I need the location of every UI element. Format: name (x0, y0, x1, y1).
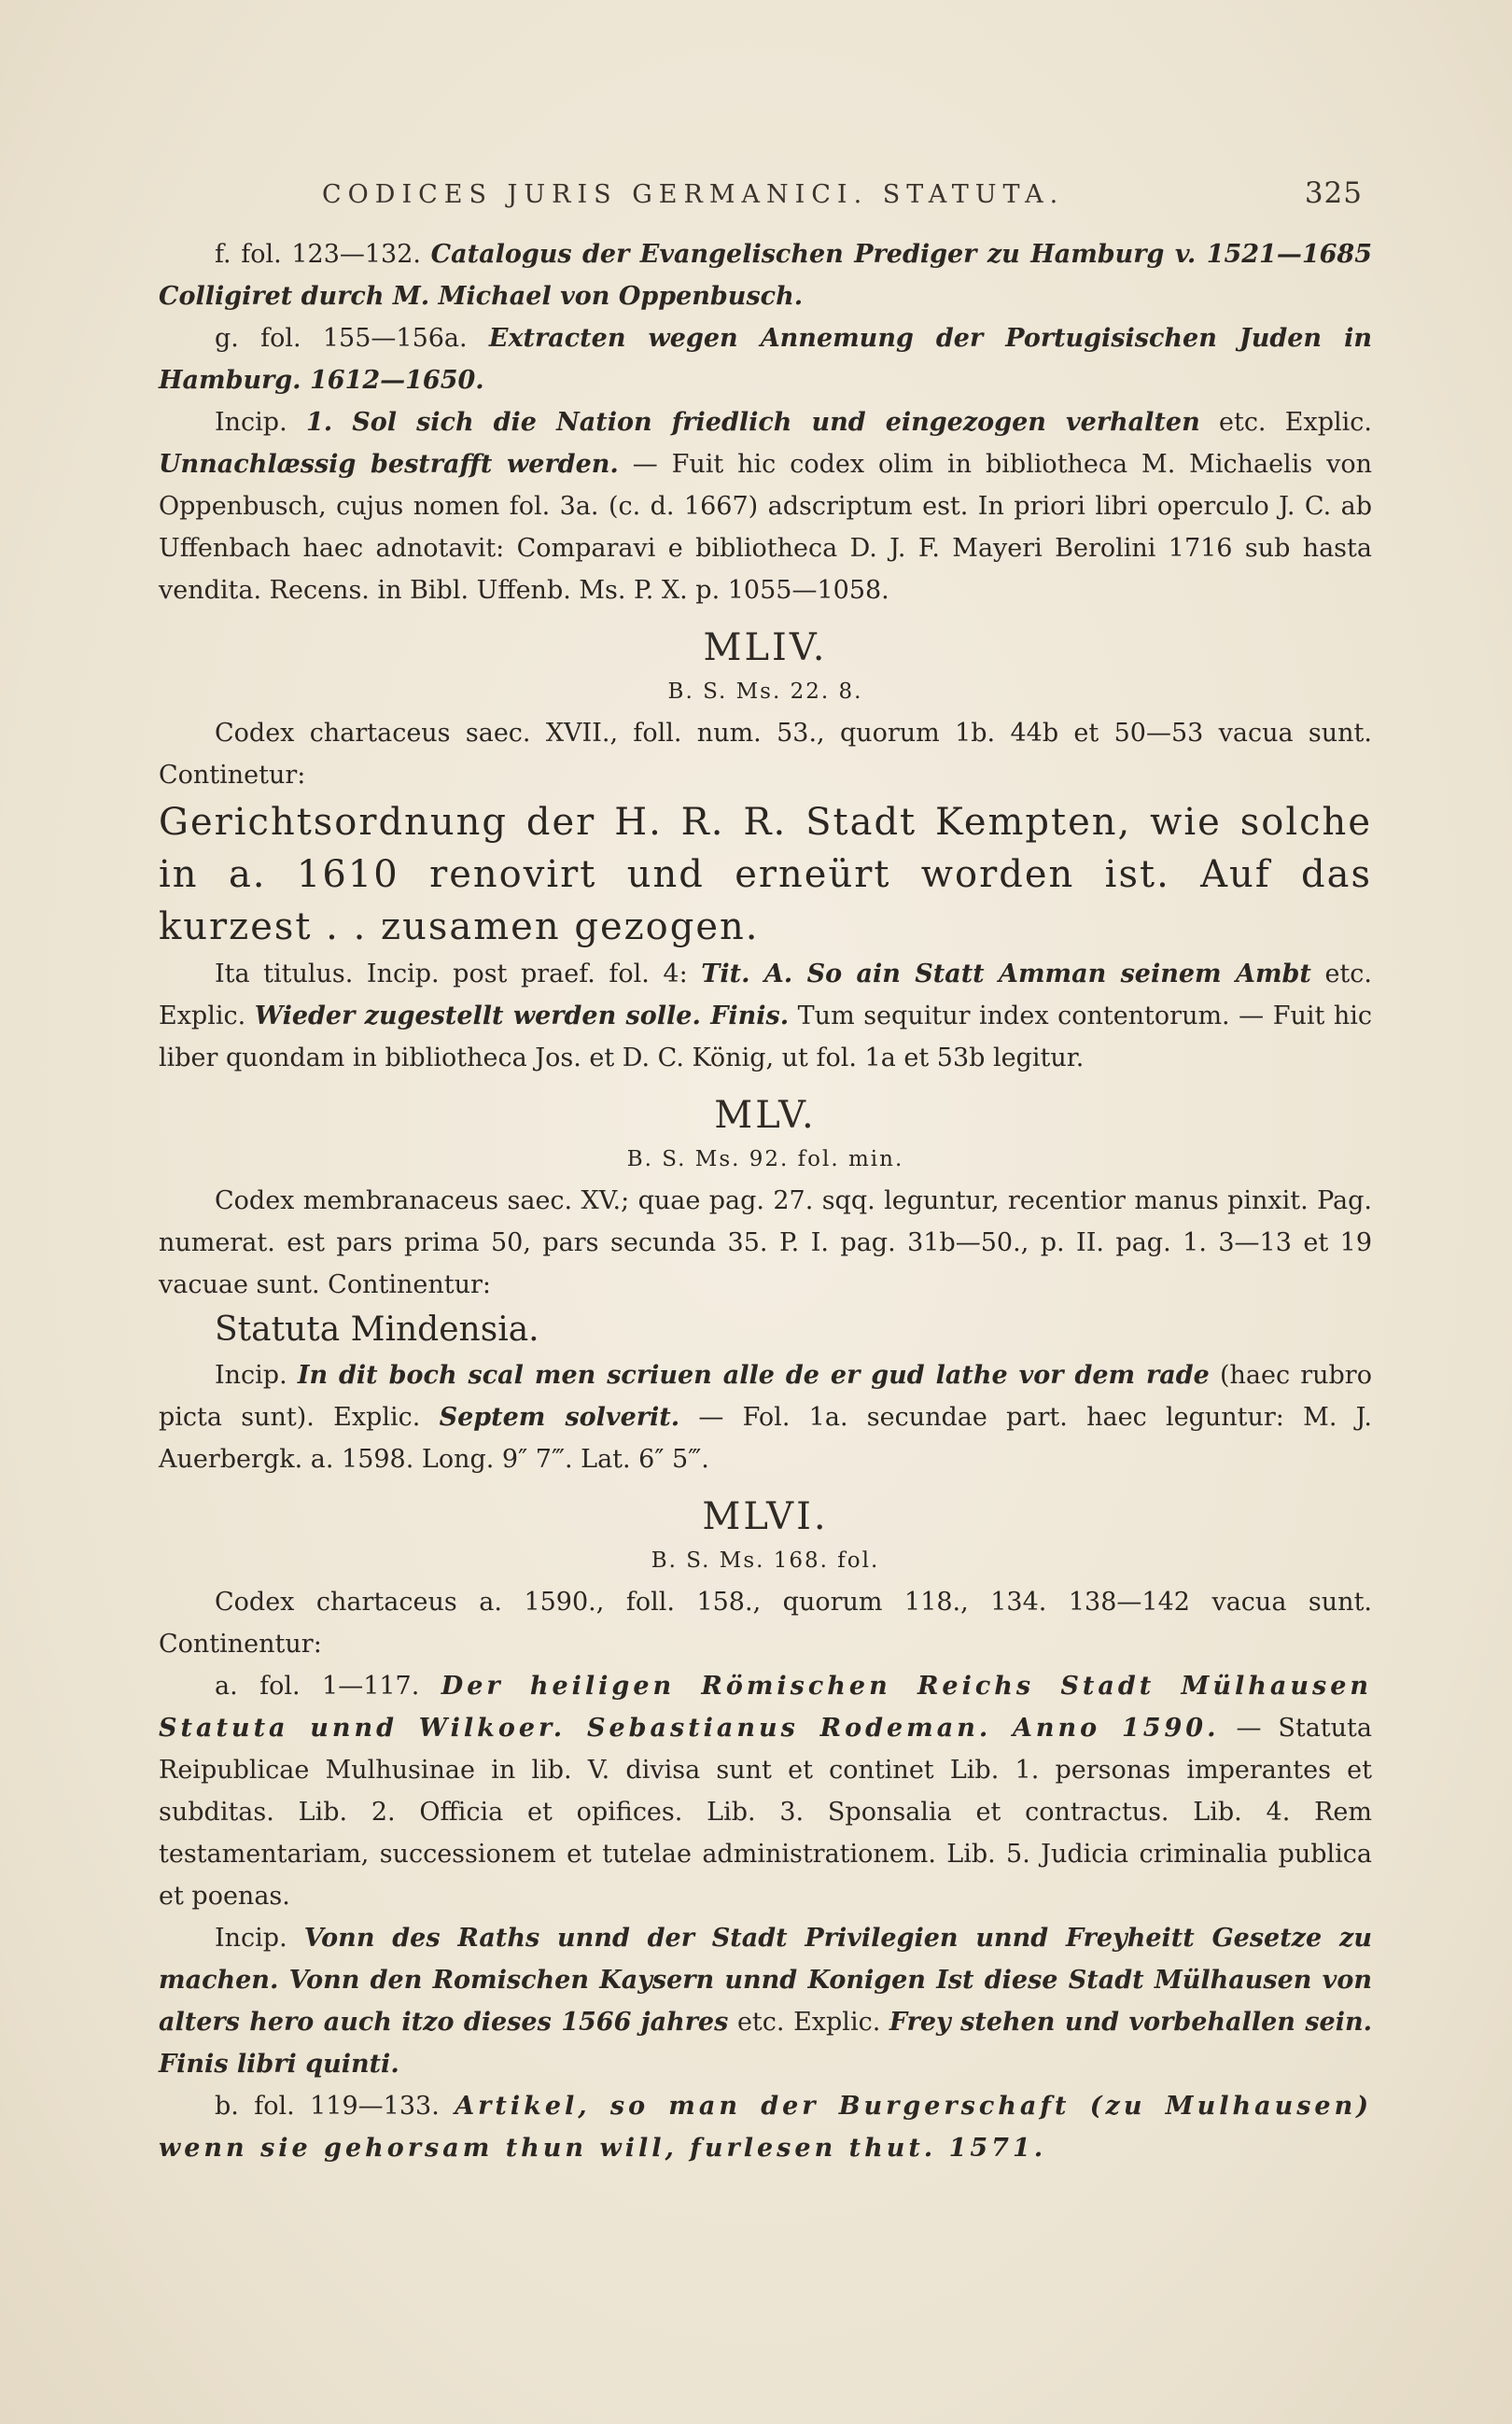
description-mliv: Codex chartaceus saec. XVII., foll. num. 53., quorum 1b. 44b et 50—53 vacua sunt. Continetur: (159, 719, 1372, 790)
section-heading-mlvi: MLVI. (702, 1495, 829, 1538)
shelfmark-mlv: B. S. Ms. 92. fol. min. (626, 1147, 904, 1171)
entry-b: b. fol. 119—133. Artikel, so man der Burgerschaft (zu Mulhausen) wenn sie gehorsam thun will, furlesen thut. 1571. (159, 2092, 1372, 2163)
shelfmark-mlvi: B. S. Ms. 168. fol. (651, 1548, 880, 1573)
page-number: 325 (1304, 176, 1363, 210)
entry-g: g. fol. 155—156a. Extracten wegen Annemung der Portugisischen Juden in Hamburg. 1612—1650. (159, 324, 1372, 395)
title-mliv: Gerichtsordnung der H. R. R. Stadt Kempten, wie solche in a. 1610 renovirt und erneürt worden ist. Auf das kurzest . . zusamen gezogen. (159, 801, 1372, 948)
title-mlv: Statuta Mindensia. (215, 1310, 539, 1349)
entry-a: a. fol. 1—117. Der heiligen Römischen Reichs Stadt Mülhausen Statuta unnd Wilkoer. Sebastianus Rodeman. Anno 1590. — Statuta Reipublicae Mulhusinae in lib. V. divisa sunt et continet Lib. 1. personas imperantes et subditas. Lib. 2. Officia et opifices. Lib. 3. Sponsalia et contractus. Lib. 4. Rem testamentariam, successionem et tutelae administrationem. Lib. 5. Judicia criminalia publica et poenas. (159, 1672, 1373, 1911)
shelfmark-mliv: B. S. Ms. 22. 8. (667, 680, 863, 704)
running-header (322, 176, 1363, 210)
entry-f-title: Catalogus der Evangelischen Prediger zu Hamburg v. 1521—1685 Colligiret durch M. Michael von Oppenbusch. (159, 240, 1372, 311)
entry-a-title: Der heiligen Römischen Reichs Stadt Mülhausen Statuta unnd Wilkoer. Sebastianus Rodeman. Anno 1590. (159, 1672, 1373, 1743)
entry-a-incipit: Incip. Vonn des Raths unnd der Stadt Privilegien unnd Freyheitt Gesetze zu machen. Vonn den Romischen Kaysern unnd Konigen Ist diese Stadt Mülhausen von alters hero auch itzo dieses 1566 jahres etc. Explic. Frey stehen und vorbehallen sein. Finis libri quinti. (159, 1924, 1372, 2079)
section-heading-mliv: MLIV. (703, 626, 828, 669)
notes-mliv: Ita titulus. Incip. post praef. fol. 4: Tit. A. So ain Statt Amman seinem Ambt etc. Explic. Wieder zugestellt werden solle. Finis. Tum sequitur index contentorum. — Fuit hic liber quondam in bibliotheca Jos. et D. C. König, ut fol. 1a et 53b legitur. (159, 960, 1372, 1072)
notes-mlv: Incip. In dit boch scal men scriuen alle de er gud lathe vor dem rade (haec rubro picta sunt). Explic. Septem solverit. — Fol. 1a. secundae part. haec leguntur: M. J. Auerbergk. a. 1598. Long. 9″ 7‴. Lat. 6″ 5‴. (159, 1361, 1372, 1474)
entry-b-title: Artikel, so man der Burgerschaft (zu Mulhausen) wenn sie gehorsam thun will, furlesen thut. 1571. (159, 2092, 1372, 2163)
entry-f: f. fol. 123—132. Catalogus der Evangelischen Prediger zu Hamburg v. 1521—1685 Colligiret durch M. Michael von Oppenbusch. (159, 240, 1372, 311)
page-body (159, 233, 1372, 2169)
entry-g-incipit: Incip. 1. Sol sich die Nation friedlich und eingezogen verhalten etc. Explic. Unnachlæssig bestrafft werden. — Fuit hic codex olim in bibliotheca M. Michaelis von Oppenbusch, cujus nomen fol. 3a. (c. d. 1667) adscriptum est. In priori libri operculo J. C. ab Uffenbach haec adnotavit: Comparavi e bibliotheca D. J. F. Mayeri Berolini 1716 sub hasta vendita. Recens. in Bibl. Uffenb. Ms. P. X. p. 1055—1058. (159, 408, 1372, 605)
description-mlvi: Codex chartaceus a. 1590., foll. 158., quorum 118., 134. 138—142 vacua sunt. Continentur: (159, 1588, 1372, 1659)
section-heading-mlv: MLV. (714, 1094, 817, 1137)
description-mlv: Codex membranaceus saec. XV.; quae pag. 27. sqq. leguntur, recentior manus pinxit. Pag. numerat. est pars prima 50, pars secunda 35. P. I. pag. 31b—50., p. II. pag. 1. 3—13 et 19 vacuae sunt. Continentur: (159, 1186, 1372, 1299)
running-title: CODICES JURIS GERMANICI. STATUTA. (322, 180, 1065, 209)
entry-g-title: Extracten wegen Annemung der Portugisischen Juden in Hamburg. 1612—1650. (159, 324, 1372, 395)
